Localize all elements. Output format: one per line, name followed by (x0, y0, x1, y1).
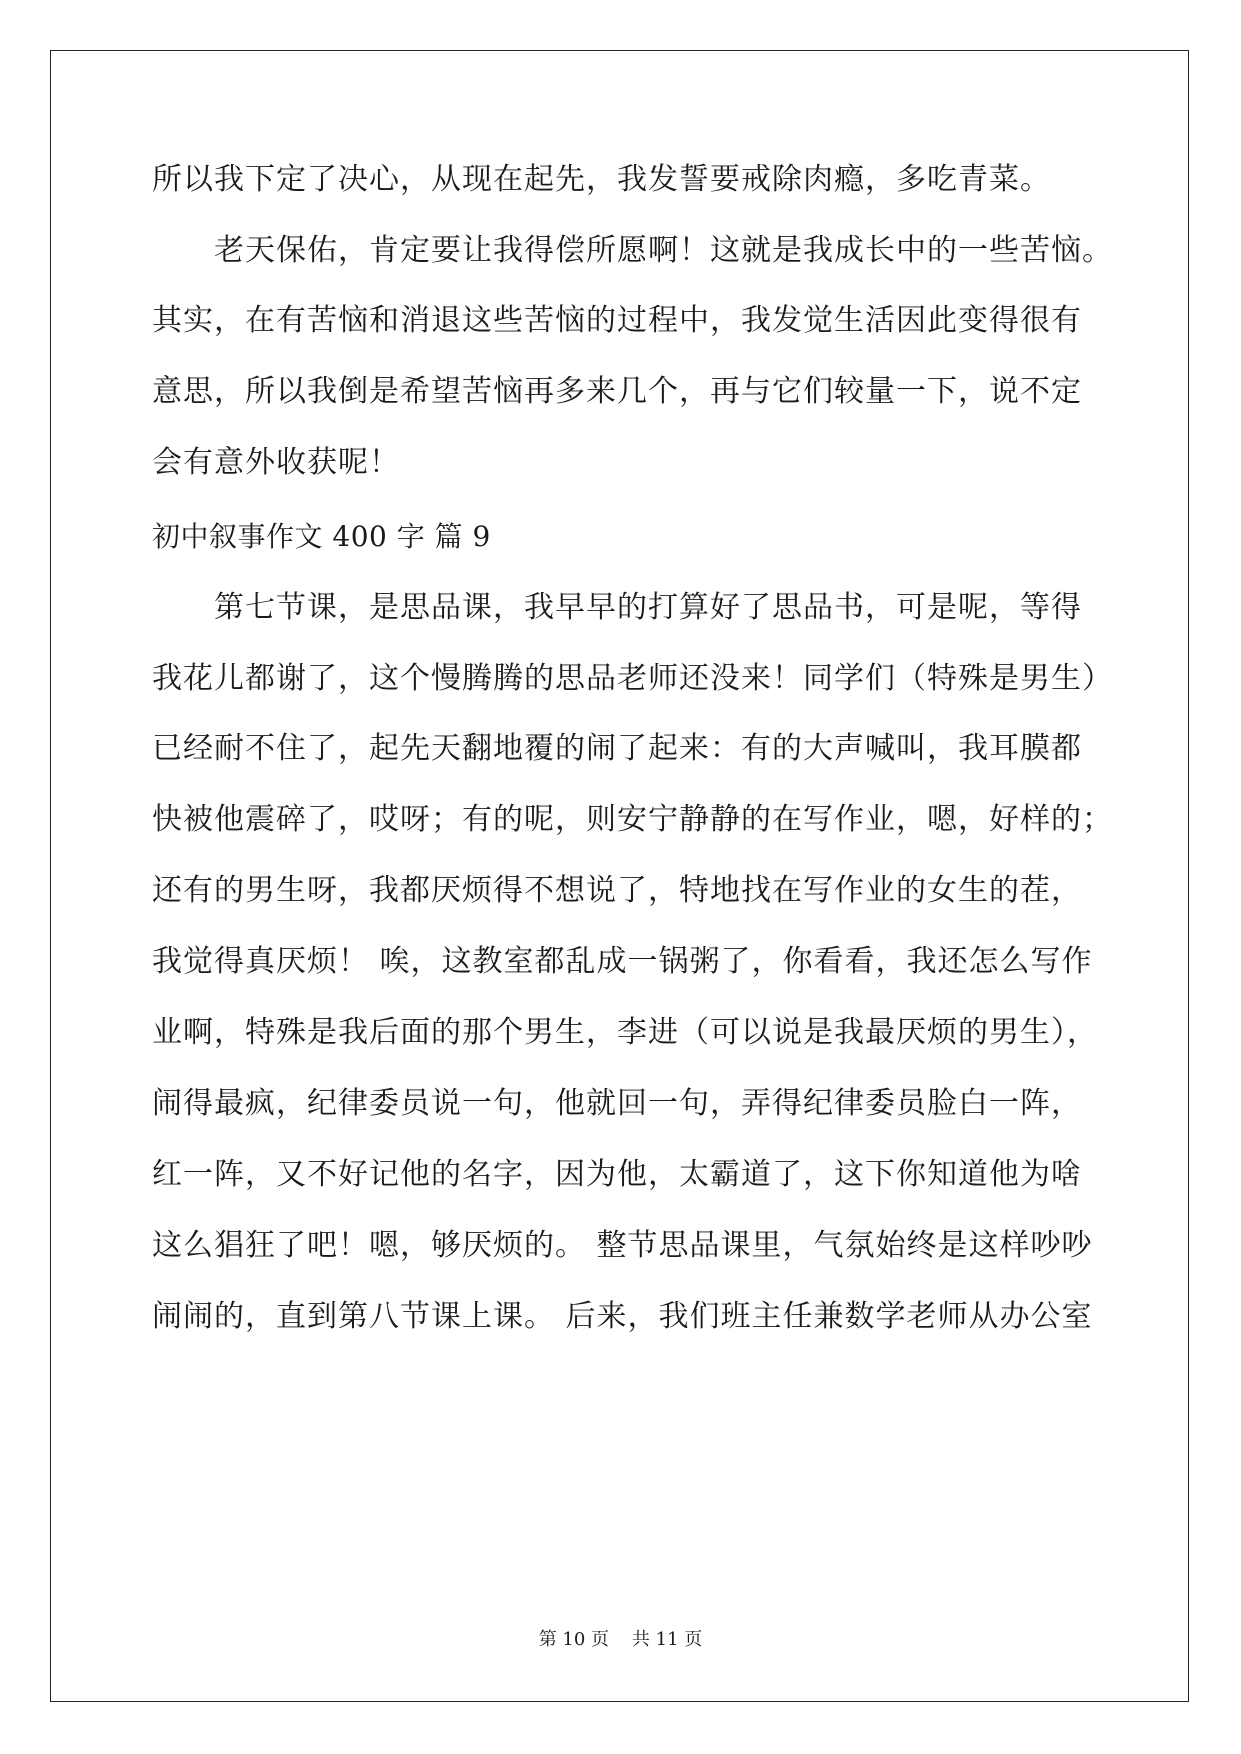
text-line: 已经耐不住了，起先天翻地覆的闹了起来：有的大声喊叫，我耳膜都 (152, 731, 1082, 766)
text-line: 红一阵，又不好记他的名字，因为他，太霸道了，这下你知道他为啥 (152, 1157, 1082, 1192)
text-line: 业啊，特殊是我后面的那个男生，李进（可以说是我最厌烦的男生）， (152, 1015, 1098, 1050)
text-line: 会有意外收获呢！ (152, 445, 400, 480)
text-line: 其实，在有苦恼和消退这些苦恼的过程中，我发觉生活因此变得很有 (152, 303, 1082, 338)
text-line: 闹闹的，直到第八节课上课。 后来，我们班主任兼数学老师从办公室 (152, 1299, 1093, 1334)
text-line: 所以我下定了决心，从现在起先，我发誓要戒除肉瘾，多吃青菜。 (152, 162, 1051, 197)
text-line: 快被他震碎了，哎呀；有的呢，则安宁静静的在写作业，嗯，好样的； (152, 802, 1113, 837)
text-line: 第七节课，是思品课，我早早的打算好了思品书，可是呢，等得 (214, 590, 1082, 625)
text-line: 意思，所以我倒是希望苦恼再多来几个，再与它们较量一下，说不定 (152, 374, 1082, 409)
text-line: 老天保佑，肯定要让我得偿所愿啊！这就是我成长中的一些苦恼。 (214, 233, 1113, 268)
text-line: 还有的男生呀，我都厌烦得不想说了，特地找在写作业的女生的茬， (152, 873, 1082, 908)
text-line: 我花儿都谢了，这个慢腾腾的思品老师还没来！同学们（特殊是男生） (152, 661, 1113, 696)
text-line: 这么猖狂了吧！嗯，够厌烦的。 整节思品课里，气氛始终是这样吵吵 (152, 1228, 1093, 1263)
section-heading: 初中叙事作文 400 字 篇 9 (152, 520, 491, 553)
text-line: 我觉得真厌烦！ 唉，这教室都乱成一锅粥了，你看看，我还怎么写作 (152, 944, 1093, 979)
text-line: 闹得最疯，纪律委员说一句，他就回一句，弄得纪律委员脸白一阵， (152, 1086, 1082, 1121)
page-footer (0, 1628, 1241, 1652)
page-number: 第 10 页 共 11 页 (538, 1629, 703, 1650)
